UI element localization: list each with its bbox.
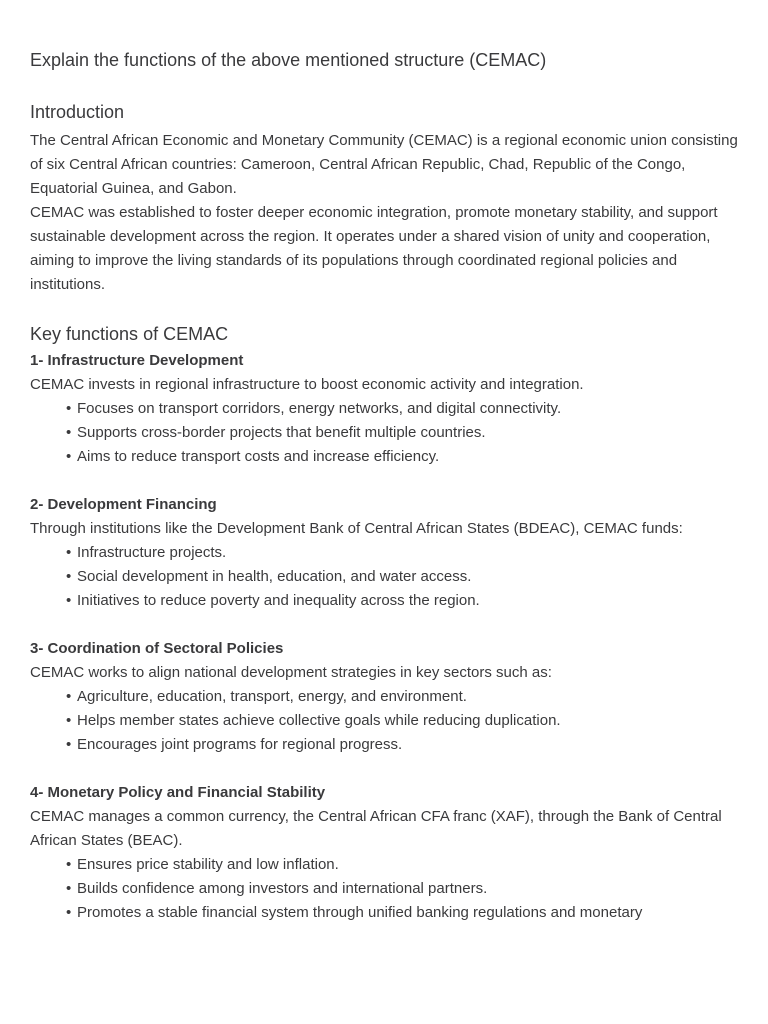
bullet-icon: • <box>66 688 72 705</box>
list-item-text: Builds confidence among investors and international partners. <box>77 880 488 897</box>
bullet-list <box>30 853 738 925</box>
list-item <box>66 877 738 901</box>
function-heading: 4- Monetary Policy and Financial Stability <box>30 784 326 801</box>
list-item <box>66 589 738 613</box>
bullet-icon: • <box>66 448 72 465</box>
list-item-text: Supports cross-border projects that benefit multiple countries. <box>77 424 486 441</box>
introduction-paragraph: CEMAC was established to foster deeper economic integration, promote monetary stability, and support sustainable development across the region. It operates under a shared vision of unity and cooperation, aiming to improve the living standards of its populations through coordinated regional policies and institutions. <box>30 204 718 293</box>
list-item-text: Helps member states achieve collective goals while reducing duplication. <box>77 712 561 729</box>
bullet-icon: • <box>66 712 72 729</box>
function-section-infrastructure <box>30 349 738 469</box>
list-item-text: Aims to reduce transport costs and increase efficiency. <box>77 448 440 465</box>
bullet-list <box>30 685 738 757</box>
list-item-text: Agriculture, education, transport, energy, and environment. <box>77 688 467 705</box>
function-section-sectoral-policies <box>30 637 738 757</box>
function-heading: 3- Coordination of Sectoral Policies <box>30 640 284 657</box>
function-section-monetary-policy <box>30 781 738 925</box>
introduction-paragraph: The Central African Economic and Monetary Community (CEMAC) is a regional economic union consisting of six Central African countries: Cameroon, Central African Republic, Chad, Republic of the Congo, Equatorial Guinea, and Gabon. <box>30 132 738 197</box>
bullet-icon: • <box>66 880 72 897</box>
bullet-icon: • <box>66 736 72 753</box>
function-description: CEMAC manages a common currency, the Central African CFA franc (XAF), through the Bank of Central African States (BEAC). <box>30 808 722 849</box>
list-item <box>66 541 738 565</box>
list-item-text: Promotes a stable financial system through unified banking regulations and monetary <box>77 904 643 921</box>
list-item <box>66 853 738 877</box>
list-item-text: Social development in health, education, and water access. <box>77 568 472 585</box>
bullet-icon: • <box>66 856 72 873</box>
list-item <box>66 733 738 757</box>
bullet-icon: • <box>66 592 72 609</box>
list-item-text: Initiatives to reduce poverty and inequality across the region. <box>77 592 480 609</box>
key-functions-title: Key functions of CEMAC <box>30 324 229 344</box>
function-description: Through institutions like the Development Bank of Central African States (BDEAC), CEMAC funds: <box>30 520 683 537</box>
function-description: CEMAC invests in regional infrastructure to boost economic activity and integration. <box>30 376 584 393</box>
list-item <box>66 397 738 421</box>
list-item-text: Ensures price stability and low inflation. <box>77 856 339 873</box>
list-item-text: Focuses on transport corridors, energy networks, and digital connectivity. <box>77 400 562 417</box>
bullet-list <box>30 397 738 469</box>
list-item-text: Infrastructure projects. <box>77 544 227 561</box>
list-item <box>66 901 738 925</box>
bullet-icon: • <box>66 400 72 417</box>
bullet-icon: • <box>66 568 72 585</box>
list-item <box>66 709 738 733</box>
introduction-title: Introduction <box>30 102 125 122</box>
bullet-list <box>30 541 738 613</box>
function-heading: 2- Development Financing <box>30 496 217 513</box>
bullet-icon: • <box>66 544 72 561</box>
list-item <box>66 445 738 469</box>
list-item <box>66 685 738 709</box>
list-item <box>66 565 738 589</box>
function-section-financing <box>30 493 738 613</box>
question-heading: Explain the functions of the above mentioned structure (CEMAC) <box>30 50 547 70</box>
function-heading: 1- Infrastructure Development <box>30 352 244 369</box>
bullet-icon: • <box>66 424 72 441</box>
list-item <box>66 421 738 445</box>
bullet-icon: • <box>66 904 72 921</box>
function-description: CEMAC works to align national development strategies in key sectors such as: <box>30 664 552 681</box>
list-item-text: Encourages joint programs for regional progress. <box>77 736 403 753</box>
